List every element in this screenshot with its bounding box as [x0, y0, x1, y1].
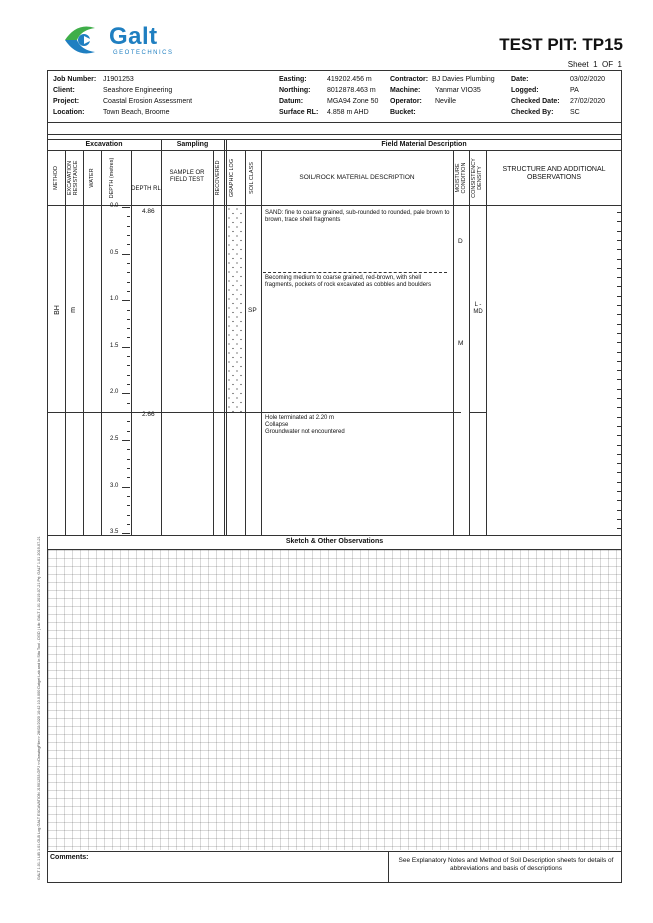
- footnote: See Explanatory Notes and Method of Soil Description sheets for details of abbreviations and basis of descriptions: [398, 857, 614, 872]
- northing-label: Northing:: [279, 87, 311, 94]
- depth-minor-tick: [127, 356, 130, 357]
- divider: [47, 122, 622, 123]
- right-edge-tick: [617, 324, 621, 325]
- col-soil-class: SOIL CLASS: [249, 162, 255, 194]
- right-edge-tick: [617, 361, 621, 362]
- depth-minor-tick: [127, 515, 130, 516]
- datum-label: Datum:: [279, 98, 304, 105]
- right-edge-tick: [617, 240, 621, 241]
- divider: [47, 134, 622, 135]
- depth-minor-tick: [127, 282, 130, 283]
- right-edge-tick: [617, 426, 621, 427]
- right-edge-tick: [617, 500, 621, 501]
- field-material-section-title: Field Material Description: [381, 141, 467, 148]
- grid-line: [161, 139, 162, 535]
- grid-line: [469, 150, 470, 535]
- moisture-1: D: [458, 238, 463, 245]
- grid-line: [213, 150, 214, 535]
- col-structure: STRUCTURE AND ADDITIONAL OBSERVATIONS: [502, 166, 606, 181]
- termination-note: Collapse: [265, 422, 289, 428]
- date-label: Date:: [511, 76, 529, 83]
- sketch-section-title: Sketch & Other Observations: [285, 538, 384, 545]
- col-recovered: RECOVERED: [215, 160, 221, 196]
- datum: MGA94 Zone 50: [327, 98, 379, 105]
- checked-by: SC: [570, 109, 580, 116]
- grid-line: [261, 150, 262, 535]
- right-edge-tick: [617, 510, 621, 511]
- right-edge-tick: [617, 370, 621, 371]
- checked-date-label: Checked Date:: [511, 98, 560, 105]
- depth-minor-tick: [127, 496, 130, 497]
- depth-tick: [122, 254, 130, 255]
- moisture-2: M: [458, 340, 464, 347]
- grid-line: [83, 150, 84, 535]
- right-edge-tick: [617, 472, 621, 473]
- depth-minor-tick: [127, 384, 130, 385]
- surface-rl: 4.858 m AHD: [327, 109, 369, 116]
- right-edge-tick: [617, 314, 621, 315]
- depth-tick: [122, 393, 130, 394]
- col-water: WATER: [89, 168, 95, 188]
- sampling-section-title: Sampling: [176, 141, 209, 148]
- rl-top: 4.86: [142, 208, 155, 215]
- depth-tick: [122, 347, 130, 348]
- soil-class-value: SP: [248, 307, 257, 314]
- right-edge-tick: [617, 491, 621, 492]
- easting: 419202.456 m: [327, 76, 372, 83]
- right-edge-tick: [617, 398, 621, 399]
- depth-minor-tick: [127, 291, 130, 292]
- right-edge-tick: [617, 463, 621, 464]
- divider: [47, 535, 622, 536]
- depth-minor-tick: [127, 375, 130, 376]
- right-edge-tick: [617, 342, 621, 343]
- right-edge-tick: [617, 333, 621, 334]
- right-edge-tick: [617, 296, 621, 297]
- depth-tick-label: 0.0: [110, 203, 119, 209]
- job-number-label: Job Number:: [53, 76, 97, 83]
- right-edge-tick: [617, 389, 621, 390]
- col-consistency: CONSISTENCY DENSITY: [471, 158, 483, 198]
- project-label: Project:: [53, 98, 80, 105]
- depth-minor-tick: [127, 403, 130, 404]
- logged: PA: [570, 87, 579, 94]
- contractor-label: Contractor:: [390, 76, 429, 83]
- logo-name: Galt: [109, 23, 158, 50]
- machine-label: Machine:: [390, 87, 421, 94]
- right-edge-tick: [617, 221, 621, 222]
- excavation-section-title: Excavation: [85, 141, 123, 148]
- depth-minor-tick: [127, 263, 130, 264]
- depth-minor-tick: [127, 468, 130, 469]
- depth-tick-label: 3.0: [110, 482, 119, 489]
- grid-line: [101, 150, 102, 535]
- divider: [47, 150, 622, 151]
- depth-minor-tick: [127, 272, 130, 273]
- depth-minor-tick: [127, 310, 130, 311]
- depth-minor-tick: [127, 431, 130, 432]
- page-title: TEST PIT: TP15: [499, 35, 623, 54]
- divider: [388, 851, 389, 883]
- termination-notes: [265, 415, 345, 436]
- col-resistance: EXCAVATION RESISTANCE: [67, 160, 79, 196]
- depth-minor-tick: [127, 337, 130, 338]
- depth-tick-label: 2.0: [110, 389, 119, 396]
- operator: Neville: [435, 98, 457, 105]
- right-edge-tick: [617, 519, 621, 520]
- depth-tick: [122, 533, 130, 534]
- graphic-log-sand-pattern: [227, 207, 244, 412]
- termination-line: [47, 412, 461, 413]
- sheet-number: Sheet 1 OF 1: [567, 60, 622, 69]
- depth-tick-label: 3.5: [110, 529, 119, 536]
- operator-label: Operator:: [390, 98, 422, 105]
- northing: 8012878.463 m: [327, 87, 376, 94]
- depth-tick: [122, 440, 130, 441]
- contractor: BJ Davies Plumbing: [432, 76, 495, 83]
- right-edge-tick: [617, 268, 621, 269]
- depth-minor-tick: [127, 421, 130, 422]
- depth-minor-tick: [127, 244, 130, 245]
- depth-minor-tick: [127, 449, 130, 450]
- client-label: Client:: [53, 87, 75, 94]
- divider: [47, 205, 622, 206]
- right-edge-tick: [617, 212, 621, 213]
- depth-minor-tick: [127, 459, 130, 460]
- header-block: [47, 70, 622, 130]
- depth-minor-tick: [127, 524, 130, 525]
- col-depth: DEPTH (metres): [109, 157, 115, 199]
- termination-note: Groundwater not encountered: [265, 429, 345, 435]
- right-edge-tick: [617, 482, 621, 483]
- grid-line: [453, 150, 454, 535]
- logo-tagline: GEOTECHNICS: [113, 50, 174, 56]
- depth-tick-label: 1.5: [110, 342, 119, 349]
- depth-tick: [122, 487, 130, 488]
- job-number: J1901253: [103, 76, 134, 83]
- depth-minor-tick: [127, 235, 130, 236]
- divider: [47, 851, 622, 852]
- col-material: SOIL/ROCK MATERIAL DESCRIPTION: [299, 174, 415, 181]
- depth-tick-label: 1.0: [110, 296, 119, 303]
- right-edge-tick: [617, 445, 621, 446]
- method-value: BH: [53, 305, 61, 315]
- right-edge-tick: [617, 249, 621, 250]
- logged-label: Logged:: [511, 87, 539, 94]
- right-edge-tick: [617, 352, 621, 353]
- depth-minor-tick: [127, 319, 130, 320]
- right-edge-tick: [617, 435, 621, 436]
- grid-line: [245, 150, 246, 535]
- depth-tick: [122, 207, 130, 208]
- col-method: METHOD: [53, 166, 59, 190]
- consistency-value: L - MD: [473, 302, 483, 315]
- date: 03/02/2020: [570, 76, 606, 83]
- comments-label: Comments:: [50, 854, 89, 861]
- depth-minor-tick: [127, 216, 130, 217]
- grid-line: [486, 150, 487, 535]
- right-edge-tick: [617, 305, 621, 306]
- right-edge-tick: [617, 407, 621, 408]
- machine: Yanmar VIO35: [435, 87, 481, 94]
- side-print-info: GALT 1.01.1 LIB 1.01.GLB Log GALT EXCAVATION J1901253.GPJ <<DrawingFile>> 28/02/2020 10:42 10.0.000 Datgel Lab and In Situ Tool - DGD | Lib: GALT 1.01 2019-07-21 Prj: GALT 1.01 2019-07-21: [37, 536, 41, 880]
- surface-rl-label: Surface RL:: [279, 109, 319, 116]
- rl-bottom: 2.66: [142, 411, 155, 418]
- right-edge-tick: [617, 454, 621, 455]
- termination-line: [469, 412, 486, 413]
- easting-label: Easting:: [279, 76, 307, 83]
- col-sample: SAMPLE OR FIELD TEST: [169, 170, 205, 183]
- bucket-label: Bucket:: [390, 109, 416, 116]
- col-graphic-log: GRAPHIC LOG: [229, 158, 235, 198]
- depth-minor-tick: [127, 328, 130, 329]
- material-description-2: Becoming medium to coarse grained, red-brown, with shell fragments, pockets of rock excavated as cobbles and boulders: [265, 275, 432, 288]
- grid-line: [224, 139, 225, 535]
- right-edge-tick: [617, 528, 621, 529]
- right-edge-tick: [617, 231, 621, 232]
- depth-minor-tick: [127, 505, 130, 506]
- checked-by-label: Checked By:: [511, 109, 554, 116]
- galt-logo-mark-icon: [57, 20, 107, 60]
- depth-tick-label: 2.5: [110, 436, 119, 442]
- col-moisture: MOISTURE CONDITION: [455, 162, 467, 194]
- depth-minor-tick: [127, 365, 130, 366]
- material-description-1: SAND: fine to coarse grained, sub-rounded to rounded, pale brown to brown, trace shell fragments: [265, 210, 450, 223]
- location: Town Beach, Broome: [103, 109, 170, 116]
- right-edge-tick: [617, 259, 621, 260]
- grid-line: [65, 150, 66, 535]
- right-edge-tick: [617, 286, 621, 287]
- location-label: Location:: [53, 109, 85, 116]
- col-depth-rl: DEPTH RL: [131, 186, 161, 192]
- resistance-value: m: [69, 307, 77, 313]
- client: Seashore Engineering: [103, 87, 173, 94]
- sketch-grid[interactable]: [48, 550, 621, 850]
- depth-minor-tick: [127, 477, 130, 478]
- depth-tick: [122, 300, 130, 301]
- grid-line: [131, 150, 132, 535]
- project: Coastal Erosion Assessment: [103, 98, 193, 105]
- termination-note: Hole terminated at 2.20 m: [265, 415, 335, 421]
- dashed-boundary: [263, 272, 447, 273]
- right-edge-tick: [617, 379, 621, 380]
- right-edge-tick: [617, 417, 621, 418]
- depth-minor-tick: [127, 226, 130, 227]
- right-edge-tick: [617, 277, 621, 278]
- divider: [47, 139, 622, 140]
- company-logo: [57, 20, 177, 60]
- depth-tick-label: 0.5: [110, 249, 119, 256]
- checked-date: 27/02/2020: [570, 98, 606, 105]
